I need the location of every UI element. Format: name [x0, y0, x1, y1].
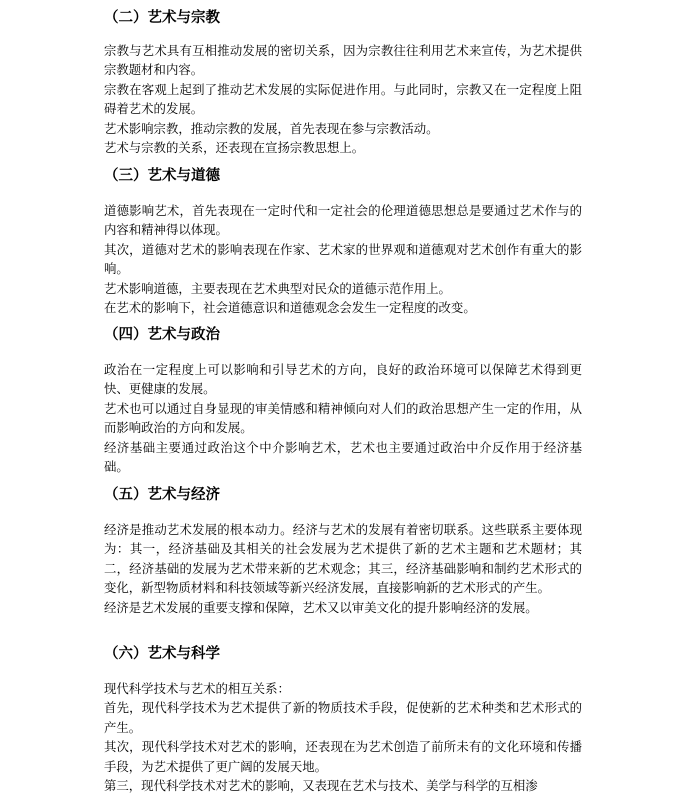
section-heading: （三）艺术与道德: [104, 168, 220, 184]
paragraph: 在艺术的影响下，社会道德意识和道德观念会发生一定程度的改变。: [104, 300, 476, 316]
paragraph: 艺术影响宗教，推动宗教的发展，首先表现在参与宗教活动。: [104, 120, 439, 136]
section-art-science: [0, 644, 683, 794]
section-heading: （六）艺术与科学: [104, 646, 220, 662]
section-art-morality: [0, 166, 683, 316]
paragraph: 经济是艺术发展的重要支撑和保障，艺术又以审美文化的提升影响经济的发展。: [104, 599, 538, 615]
section-body: [104, 360, 582, 476]
section-heading: （四）艺术与政治: [104, 327, 220, 343]
section-body: [104, 520, 582, 617]
section-art-religion: [0, 8, 683, 156]
paragraph: 艺术与宗教的关系，还表现在宣扬宗教思想上。: [104, 140, 365, 156]
paragraph: 经济是推动艺术发展的根本动力。经济与艺术的发展有着密切联系。这些联系主要体现为：其一，经济基础及其相关的社会发展为艺术提供了新的艺术主题和艺术题材；其二，经济基础的发展为艺术带来新的艺术观念；其三，经济基础影响和制约艺术形式的变化，新型物质材料和科技领域等新兴经济发展，直接影响新的艺术形式的产生。: [104, 522, 582, 596]
section-heading: （二）艺术与宗教: [104, 10, 220, 26]
section-body: [104, 201, 582, 317]
paragraph: 首先，现代科学技术为艺术提供了新的物质技术手段，促使新的艺术种类和艺术形式的产生。: [104, 700, 582, 735]
section-heading: （五）艺术与经济: [104, 487, 220, 503]
paragraph: 政治在一定程度上可以影响和引导艺术的方向，良好的政治环境可以保障艺术得到更快、更健康的发展。: [104, 362, 582, 397]
paragraph: 艺术也可以通过自身显现的审美情感和精神倾向对人们的政治思想产生一定的作用，从而影响政治的方向和发展。: [104, 400, 582, 436]
paragraph: 经济基础主要通过政治这个中介影响艺术，艺术也主要通过政治中介反作用于经济基础。: [104, 439, 582, 475]
paragraph: 宗教与艺术具有互相推动发展的密切关系，因为宗教往往利用艺术来宣传，为艺术提供宗教题材和内容。: [104, 43, 582, 78]
section-art-economy: [0, 485, 683, 615]
paragraph: 道德影响艺术，首先表现在一定时代和一定社会的伦理道德思想总是要通过艺术作与的内容和精神得以体现。: [104, 203, 582, 238]
section-art-politics: [0, 325, 683, 475]
section-body: [104, 679, 582, 795]
paragraph: 艺术影响道德，主要表现在艺术典型对民众的道德示范作用上。: [104, 280, 451, 296]
paragraph: 第三，现代科学技术对艺术的影响，又表现在艺术与技术、美学与科学的互相渗: [104, 778, 538, 794]
paragraph: 其次，现代科学技术对艺术的影响，还表现在为艺术创造了前所未有的文化环境和传播手段，为艺术提供了更广阔的发展天地。: [104, 739, 582, 774]
section-body: [104, 41, 582, 157]
paragraph: 其次，道德对艺术的影响表现在作家、艺术家的世界观和道德观对艺术创作有重大的影响。: [104, 241, 582, 277]
paragraph: 现代科学技术与艺术的相互关系：: [104, 681, 290, 696]
paragraph: 宗教在客观上起到了推动艺术发展的实际促进作用。与此同时，宗教又在一定程度上阻碍着艺术的发展。: [104, 81, 582, 117]
